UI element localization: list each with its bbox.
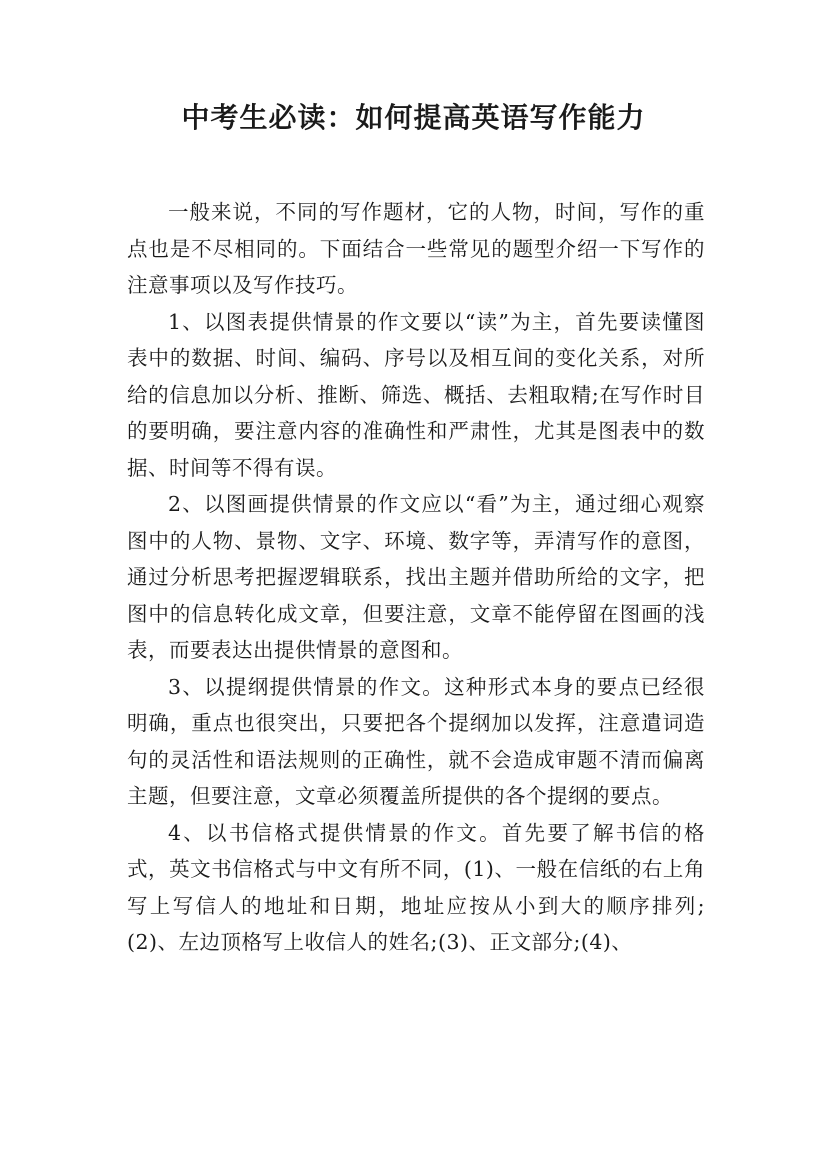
paragraph-picture-writing: 2、以图画提供情景的作文应以“看”为主，通过细心观察图中的人物、景物、文字、环境、数字等，弄清写作的意图，通过分析思考把握逻辑联系，找出主题并借助所给的文字，把图中的信息转化成文章，但要注意，文章不能停留在图画的浅表，而要表达出提供情景的意图和。 bbox=[127, 492, 705, 662]
paragraph-outline-writing: 3、以提纲提供情景的作文。这种形式本身的要点已经很明确，重点也很突出，只要把各个提纲加以发挥，注意遣词造句的灵活性和语法规则的正确性，就不会造成审题不清而偏离主题，但要注意，文章必须覆盖所提供的各个提纲的要点。 bbox=[127, 674, 705, 808]
document-title: 中考生必读：如何提高英语写作能力 bbox=[181, 101, 646, 134]
paragraph-intro: 一般来说，不同的写作题材，它的人物，时间，写作的重点也是不尽相同的。下面结合一些常见的题型介绍一下写作的注意事项以及写作技巧。 bbox=[127, 200, 705, 297]
paragraph-chart-writing: 1、以图表提供情景的作文要以“读”为主，首先要读懂图表中的数据、时间、编码、序号以及相互间的变化关系，对所给的信息加以分析、推断、筛选、概括、去粗取精;在写作时目的要明确，要注意内容的准确性和严肃性，尤其是图表中的数据、时间等不得有误。 bbox=[127, 309, 705, 480]
paragraph-letter-writing: 4、以书信格式提供情景的作文。首先要了解书信的格式，英文书信格式与中文有所不同，(1)、一般在信纸的右上角写上写信人的地址和日期，地址应按从小到大的顺序排列;(2)、左边顶格写上收信人的姓名;(3)、正文部分;(4)、 bbox=[127, 820, 705, 954]
document-body bbox=[127, 194, 705, 961]
